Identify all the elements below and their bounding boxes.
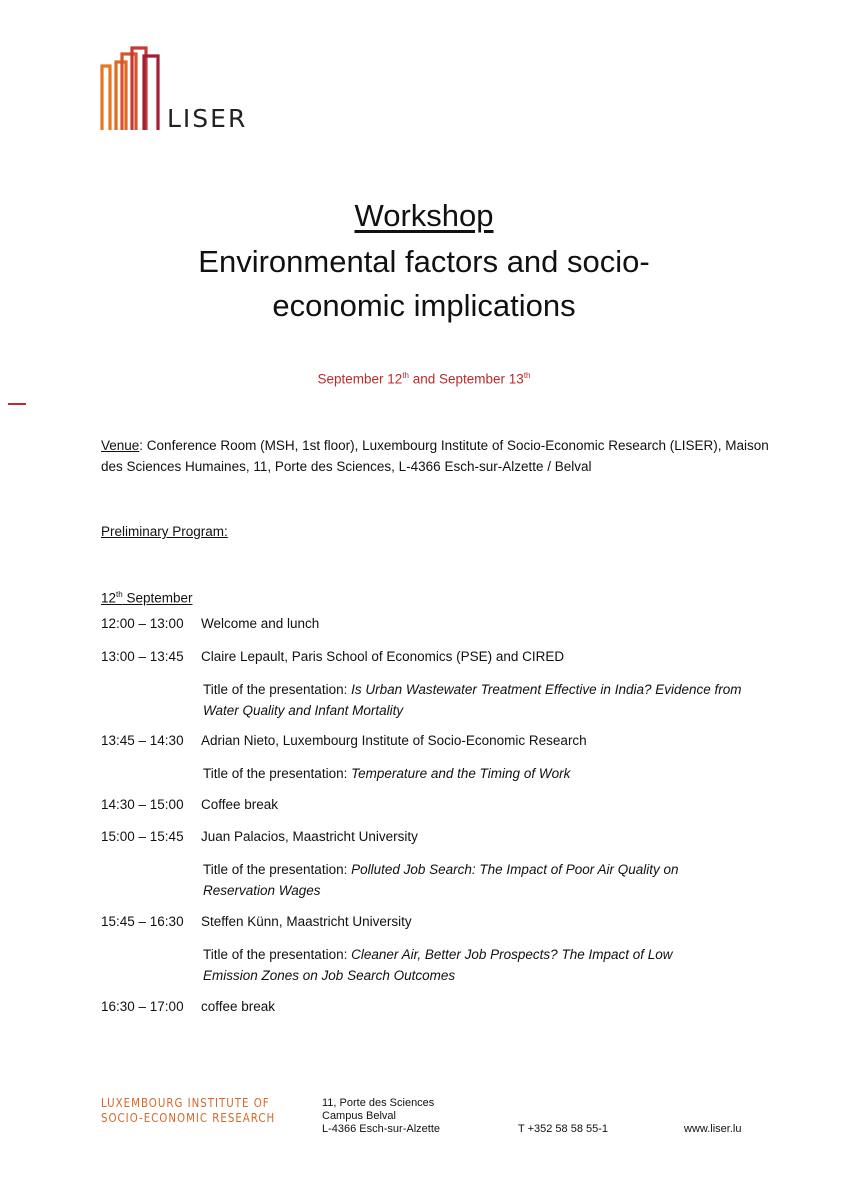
presentation-title: Title of the presentation: Cleaner Air, Better Job Prospects? The Impact of Low Emission Zones on Job Search Outcomes: [203, 947, 673, 983]
title-block: [0, 196, 848, 328]
presentation-title: Title of the presentation: Is Urban Wastewater Treatment Effective in India? Evidence from Water Quality and Infant Mortality: [203, 682, 742, 718]
schedule-text: coffee break: [201, 999, 276, 1014]
schedule-row: [101, 999, 275, 1014]
schedule-text: Welcome and lunch: [201, 616, 320, 631]
schedule-time: 15:45 – 16:30: [101, 914, 184, 929]
logo-arch-3: [122, 54, 136, 130]
event-dates: September 12th and September 13th: [317, 371, 531, 387]
page-title: Workshop: [354, 198, 494, 233]
day-heading: 12th September: [101, 590, 193, 606]
schedule-row: [101, 616, 319, 631]
schedule-time: 13:45 – 14:30: [101, 733, 184, 748]
schedule-time: 12:00 – 13:00: [101, 616, 184, 631]
venue-paragraph: [101, 435, 781, 477]
margin-mark: [8, 403, 26, 405]
schedule-text: Claire Lepault, Paris School of Economics (PSE) and CIRED: [201, 649, 565, 664]
schedule-text: Adrian Nieto, Luxembourg Institute of Socio-Economic Research: [201, 733, 587, 748]
schedule-row: [101, 797, 278, 812]
schedule-row: [101, 733, 587, 748]
presentation-title: Title of the presentation: Temperature and the Timing of Work: [203, 766, 571, 781]
schedule-row: [101, 649, 564, 664]
footer-phone: T +352 58 58 55-1: [518, 1123, 609, 1135]
page-subtitle: Environmental factors and socio-economic implications: [198, 244, 650, 323]
schedule-time: 13:00 – 13:45: [101, 649, 184, 664]
footer-address: 11, Porte des Sciences Campus Belval L-4366 Esch-sur-Alzette: [322, 1097, 440, 1135]
footer-org-name: LUXEMBOURG INSTITUTE OF SOCIO-ECONOMIC RESEARCH: [101, 1095, 276, 1125]
presentation-title: Title of the presentation: Polluted Job Search: The Impact of Poor Air Quality on Reservation Wages: [203, 862, 679, 898]
schedule-time: 14:30 – 15:00: [101, 797, 184, 812]
schedule-text: Coffee break: [201, 797, 279, 812]
schedule-text: Steffen Künn, Maastricht University: [201, 914, 412, 929]
program-heading: Preliminary Program:: [101, 524, 228, 539]
logo-arch-1: [102, 66, 110, 130]
venue-text: : Conference Room (MSH, 1st floor), Luxembourg Institute of Socio-Economic Research (LISER), Maison des Sciences Humaines, 11, Porte des Sciences, L-4366 Esch-sur-Alzette / Belval: [101, 438, 769, 474]
schedule-text: Juan Palacios, Maastricht University: [201, 829, 418, 844]
footer-website[interactable]: www.liser.lu: [684, 1123, 742, 1135]
schedule-row: [101, 829, 418, 844]
schedule-row: [101, 914, 412, 929]
logo-wordmark: LISER: [167, 104, 248, 133]
schedule-time: 16:30 – 17:00: [101, 999, 184, 1014]
schedule-time: 15:00 – 15:45: [101, 829, 184, 844]
venue-label: Venue: [101, 438, 140, 453]
